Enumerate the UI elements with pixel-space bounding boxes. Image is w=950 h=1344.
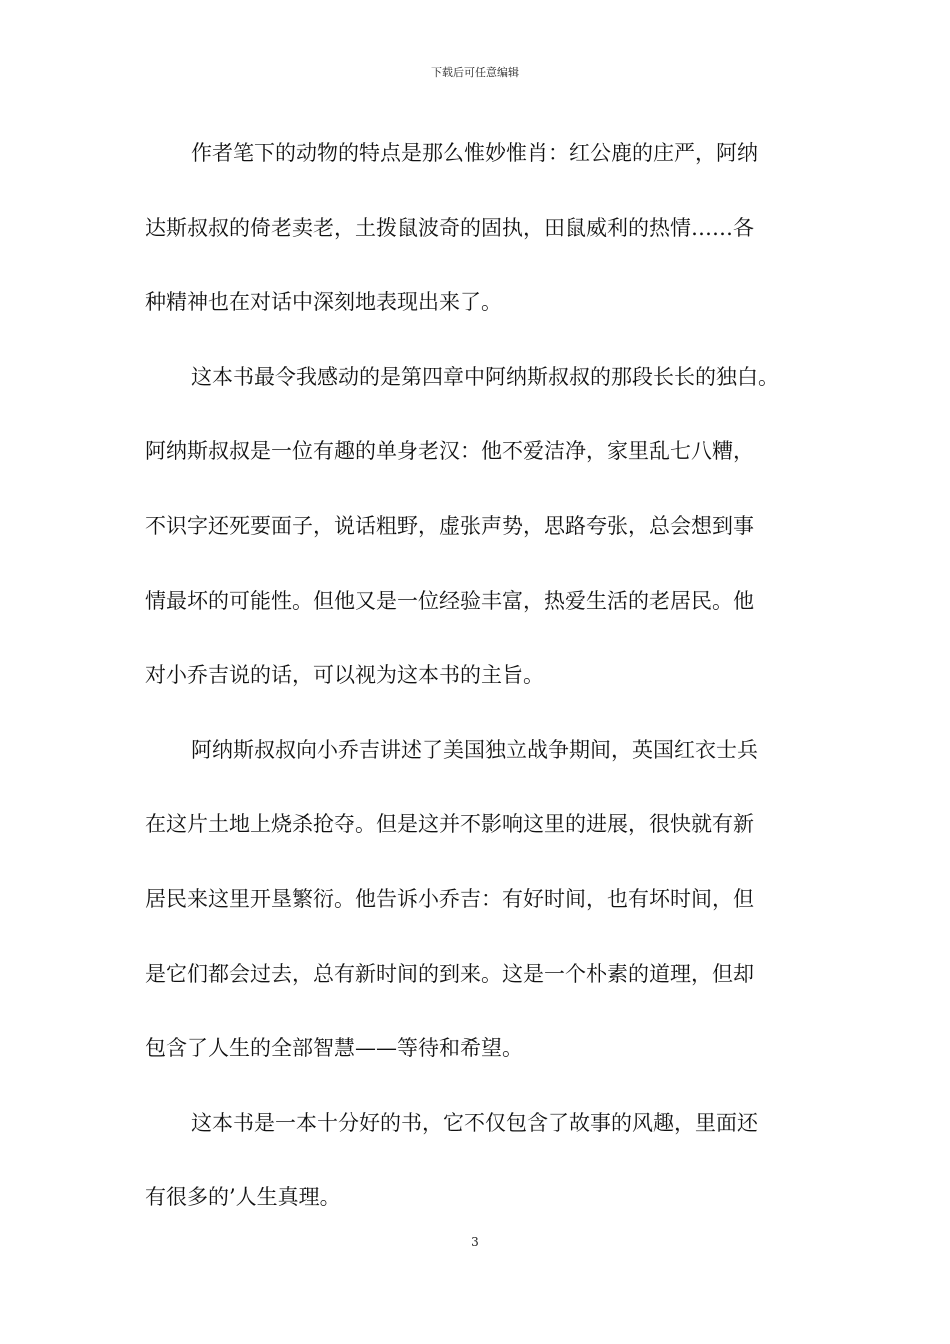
text-line: 种精神也在对话中深刻地表现出来了。 <box>145 290 502 315</box>
text-line: 包含了人生的全部智慧——等待和希望。 <box>145 1036 523 1061</box>
text-line: 达斯叔叔的倚老卖老，土拨鼠波奇的固执，田鼠威利的热情……各 <box>145 215 754 240</box>
text-line: 阿纳斯叔叔是一位有趣的单身老汉：他不爱洁净，家里乱七八糟， <box>145 439 754 464</box>
text-line: 阿纳斯叔叔向小乔吉讲述了美国独立战争期间，英国红衣士兵 <box>191 737 758 762</box>
text-line: 这本书最令我感动的是第四章中阿纳斯叔叔的那段长长的独白。 <box>191 364 779 389</box>
text-line: 居民来这里开垦繁衍。他告诉小乔吉：有好时间，也有坏时间，但 <box>145 886 754 911</box>
text-line: 在这片土地上烧杀抢夺。但是这并不影响这里的进展，很快就有新 <box>145 812 754 837</box>
page-number: 3 <box>471 1235 479 1249</box>
text-line: 情最坏的可能性。但他又是一位经验丰富，热爱生活的老居民。他 <box>145 588 754 613</box>
text-line: 作者笔下的动物的特点是那么惟妙惟肖：红公鹿的庄严，阿纳 <box>191 141 758 165</box>
text-line: 对小乔吉说的话，可以视为这本书的主旨。 <box>145 663 544 688</box>
text-line: 有很多的’人生真理。 <box>145 1185 341 1210</box>
body-text <box>145 128 815 1247</box>
text-line: 这本书是一本十分好的书，它不仅包含了故事的风趣，里面还 <box>191 1110 758 1135</box>
text-line: 是它们都会过去，总有新时间的到来。这是一个朴素的道理，但却 <box>145 961 754 986</box>
text-line: 不识字还死要面子，说话粗野，虚张声势，思路夸张，总会想到事 <box>145 513 754 538</box>
page-header: 下载后可任意编辑 <box>431 66 519 79</box>
